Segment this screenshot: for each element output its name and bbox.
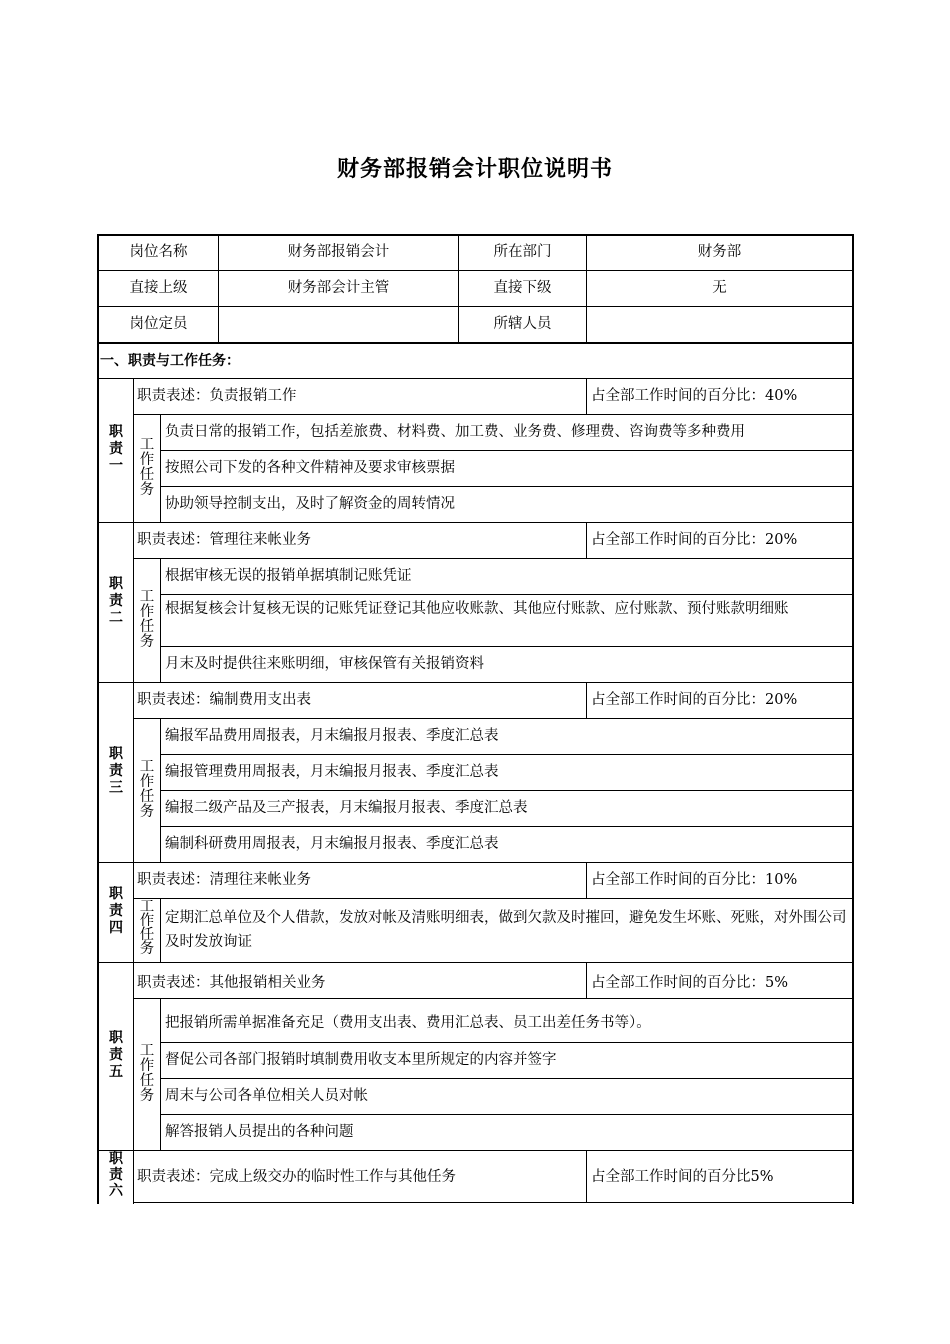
col-divider <box>586 522 587 558</box>
row-divider <box>97 962 854 963</box>
row-divider <box>97 342 854 344</box>
duty-2-task-label: 工作任务 <box>139 590 155 650</box>
table-border-left <box>97 234 99 1204</box>
duty-6-percent: 占全部工作时间的百分比5% <box>591 1169 774 1185</box>
row-divider <box>161 1042 854 1043</box>
row-divider <box>134 414 854 415</box>
col-divider <box>586 378 587 414</box>
duty-2-name: 职责二 <box>109 576 123 626</box>
row-divider <box>97 522 854 523</box>
row-divider <box>161 790 854 791</box>
col-divider <box>586 862 587 898</box>
row-divider <box>134 898 854 899</box>
duty-3-task-4: 编制科研费用周报表，月末编报月报表、季度汇总表 <box>165 836 499 852</box>
duty-1-percent: 占全部工作时间的百分比：40% <box>591 388 798 404</box>
duty-3-statement: 职责表述：编制费用支出表 <box>137 692 311 708</box>
duty-4-statement: 职责表述：清理往来帐业务 <box>137 872 311 888</box>
duty-4-percent: 占全部工作时间的百分比：10% <box>591 872 798 888</box>
quota-label: 岗位定员 <box>129 316 188 332</box>
row-divider <box>97 1150 854 1151</box>
duty-2-task-2: 根据复核会计复核无误的记账凭证登记其他应收账款、其他应付账款、应付账款、预付账款明细账 <box>165 601 789 617</box>
row-divider <box>161 1114 854 1115</box>
row-divider <box>161 1078 854 1079</box>
document-title: 财务部报销会计职位说明书 <box>336 157 613 182</box>
duty-2-statement: 职责表述：管理往来帐业务 <box>137 532 311 548</box>
duty-1-statement: 职责表述：负责报销工作 <box>137 388 297 404</box>
duty-2-task-1: 根据审核无误的报销单据填制记账凭证 <box>165 568 412 584</box>
duty-1-name: 职责一 <box>109 424 123 474</box>
duty-1-task-2: 按照公司下发的各种文件精神及要求审核票据 <box>165 460 455 476</box>
row-divider <box>161 754 854 755</box>
duty-5-task-1: 把报销所需单据准备充足（费用支出表、费用汇总表、员工出差任务书等）。 <box>165 1015 651 1031</box>
duty-3-task-1: 编报军品费用周报表，月末编报月报表、季度汇总表 <box>165 728 499 744</box>
duty-5-task-4: 解答报销人员提出的各种问题 <box>165 1124 354 1140</box>
duty-4-name: 职责四 <box>109 886 123 936</box>
row-divider <box>161 594 854 595</box>
dept-value: 财务部 <box>697 244 742 260</box>
post-name-value: 财务部报销会计 <box>287 244 390 260</box>
row-divider <box>97 378 854 379</box>
duty-4-task-1: 定期汇总单位及个人借款，发放对帐及清账明细表，做到欠款及时摧回，避免发生坏账、死账，对外围公司及时发放询证 <box>165 910 847 950</box>
duty-5-task-2: 督促公司各部门报销时填制费用收支本里所规定的内容并签字 <box>165 1052 557 1068</box>
row-divider <box>97 306 854 307</box>
row-divider <box>134 1202 854 1203</box>
duty-3-task-2: 编报管理费用周报表，月末编报月报表、季度汇总表 <box>165 764 499 780</box>
duty-3-percent: 占全部工作时间的百分比：20% <box>591 692 798 708</box>
col-divider <box>586 682 587 718</box>
row-divider <box>161 450 854 451</box>
subordinate-label: 直接下级 <box>493 280 552 296</box>
row-divider <box>97 862 854 863</box>
duty-1-task-3: 协助领导控制支出，及时了解资金的周转情况 <box>165 496 455 512</box>
subordinate-value: 无 <box>712 280 727 296</box>
duty-5-task-3: 周末与公司各单位相关人员对帐 <box>165 1088 368 1104</box>
job-description-table <box>97 234 854 1204</box>
col-divider <box>160 718 161 862</box>
row-divider <box>134 998 854 999</box>
row-divider <box>134 558 854 559</box>
col-divider <box>586 962 587 998</box>
duty-3-task-label: 工作任务 <box>139 760 155 820</box>
duty-2-percent: 占全部工作时间的百分比：20% <box>591 532 798 548</box>
row-divider <box>97 270 854 271</box>
col-divider <box>160 558 161 682</box>
table-border-top <box>97 234 854 236</box>
row-divider <box>97 682 854 683</box>
row-divider <box>161 486 854 487</box>
post-name-label: 岗位名称 <box>129 244 188 260</box>
table-border-right <box>852 234 854 1204</box>
col-divider <box>160 898 161 962</box>
duty-1-task-1: 负责日常的报销工作，包括差旅费、材料费、加工费、业务费、修理费、咨询费等多种费用 <box>165 424 745 440</box>
section-title: 一、职责与工作任务： <box>100 353 240 369</box>
col-divider <box>586 1150 587 1202</box>
duty-6-statement: 职责表述：完成上级交办的临时性工作与其他任务 <box>137 1169 456 1185</box>
row-divider <box>134 718 854 719</box>
row-divider <box>161 826 854 827</box>
dept-label: 所在部门 <box>493 244 552 260</box>
duty-5-percent: 占全部工作时间的百分比：5% <box>591 975 789 991</box>
row-divider <box>161 646 854 647</box>
col-divider <box>133 378 134 1204</box>
duty-2-task-3: 月末及时提供往来账明细，审核保管有关报销资料 <box>165 656 484 672</box>
superior-label: 直接上级 <box>129 280 188 296</box>
duty-3-name: 职责三 <box>109 746 123 796</box>
col-divider <box>160 998 161 1150</box>
staff-label: 所辖人员 <box>493 316 552 332</box>
duty-5-task-label: 工作任务 <box>139 1044 155 1104</box>
duty-3-task-3: 编报二级产品及三产报表，月末编报月报表、季度汇总表 <box>165 800 528 816</box>
superior-value: 财务部会计主管 <box>287 280 390 296</box>
duty-5-name: 职责五 <box>109 1030 123 1080</box>
duty-1-task-label: 工作任务 <box>139 438 155 498</box>
duty-5-statement: 职责表述：其他报销相关业务 <box>137 975 326 991</box>
duty-4-task-label: 工作任务 <box>139 900 155 956</box>
duty-6-name: 职责六 <box>109 1151 123 1199</box>
col-divider <box>160 414 161 522</box>
